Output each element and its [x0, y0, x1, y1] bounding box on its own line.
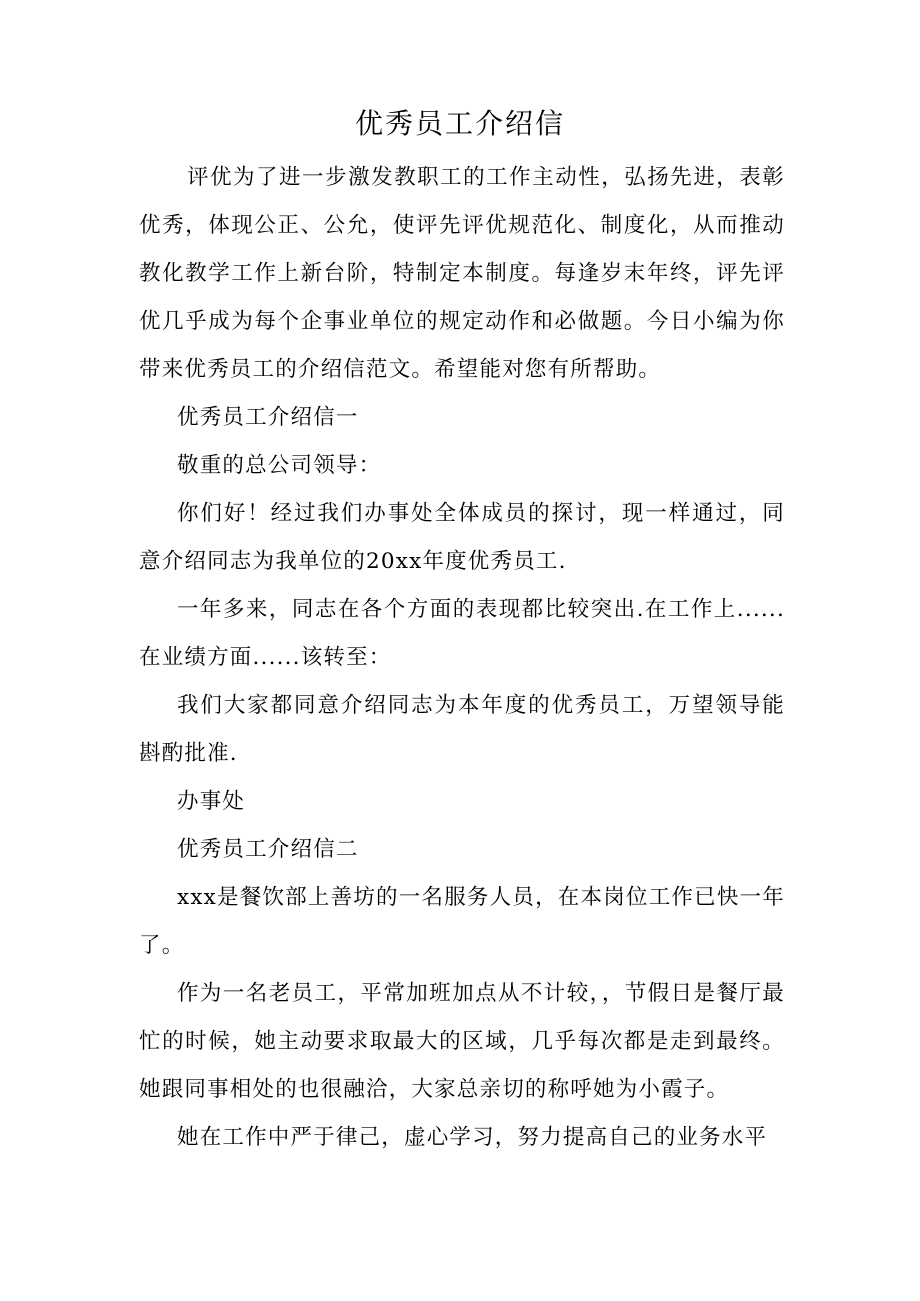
document-title: 优秀员工介绍信 — [354, 107, 565, 140]
letter-two-paragraph: 作为一名老员工，平常加班加点从不计较，，节假日是餐厅最忙的时候，她主动要求取最大的区域，几乎每次都是走到最终。她跟同事相处的也很融洽，大家总亲切的称呼她为小霞子。 — [139, 981, 785, 1102]
letter-two-heading: 优秀员工介绍信二 — [177, 837, 359, 862]
letter-one-signature: 办事处 — [177, 789, 246, 814]
letter-two-paragraph: 她在工作中严于律己，虚心学习，努力提高自己的业务水平 — [177, 1125, 768, 1150]
document-body — [139, 154, 785, 1162]
intro-paragraph: 评优为了进一步激发教职工的工作主动性，弘扬先进，表彰优秀，体现公正、公允，使评先评优规范化、制度化，从而推动教化教学工作上新台阶，特制定本制度。每逢岁末年终，评先评优几乎成为每个企事业单位的规定动作和必做题。今日小编为你带来优秀员工的介绍信范文。希望能对您有所帮助。 — [139, 165, 785, 382]
letter-two-paragraph: xxx是餐饮部上善坊的一名服务人员，在本岗位工作已快一年了。 — [139, 885, 785, 958]
letter-one-paragraph: 我们大家都同意介绍同志为本年度的优秀员工，万望领导能斟酌批准. — [139, 693, 785, 766]
letter-one-paragraph: 你们好！经过我们办事处全体成员的探讨，现一样通过，同意介绍同志为我单位的20xx年度优秀员工. — [139, 501, 785, 574]
letter-one-salutation: 敬重的总公司领导： — [177, 453, 382, 478]
letter-one-paragraph: 一年多来，同志在各个方面的表现都比较突出.在工作上......在业绩方面......该转至： — [139, 597, 785, 670]
letter-one-heading: 优秀员工介绍信一 — [177, 405, 359, 430]
